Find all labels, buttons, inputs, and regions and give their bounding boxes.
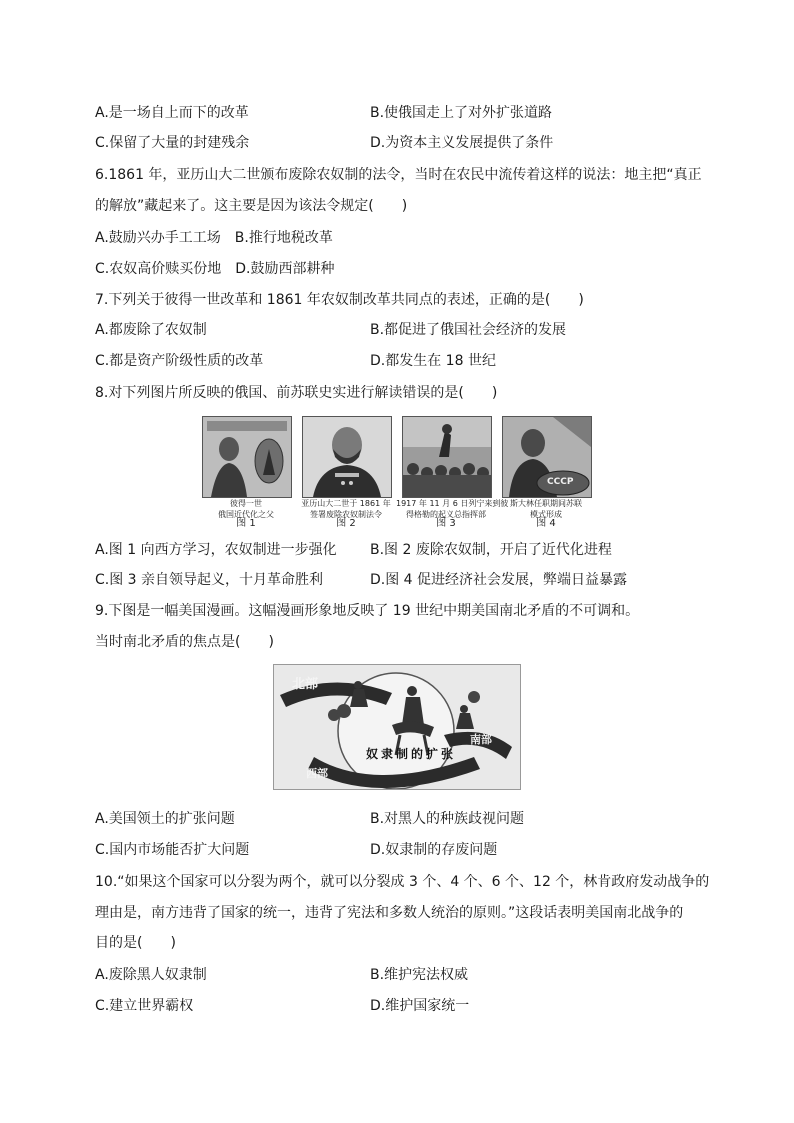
q8-option-a: A.图 1 向西方学习，农奴制进一步强化 — [95, 542, 337, 558]
figure-3-label: 图 3 — [436, 518, 456, 529]
q10-option-c: C.建立世界霸权 — [95, 998, 194, 1014]
q6-options-cd: C.农奴高价赎买份地 D.鼓励西部耕种 — [95, 261, 335, 277]
q10-option-a: A.废除黑人奴隶制 — [95, 967, 207, 983]
figure-1-photo — [202, 416, 292, 498]
q9-option-d: D.奴隶制的存废问题 — [370, 842, 498, 858]
figure-1-label: 图 1 — [236, 518, 256, 529]
q10-stem-line2: 理由是，南方违背了国家的统一，违背了宪法和多数人统治的原则。”这段话表明美国南北战争的 — [95, 905, 684, 921]
figure-4-caption: 斯大林任职期间苏联 模式形成 — [510, 499, 582, 519]
figure-3-photo — [402, 416, 492, 498]
figure-2-caption: 亚历山大二世于 1861 年 签署废除农奴制法令 — [301, 499, 391, 519]
q7-option-c: C.都是资产阶级性质的改革 — [95, 353, 264, 369]
q10-option-b: B.维护宪法权威 — [370, 967, 469, 983]
cartoon-label-west: 西部 — [306, 767, 328, 780]
q5-option-b: B.使俄国走上了对外扩张道路 — [370, 105, 553, 121]
q9-stem-line2: 当时南北矛盾的焦点是( ) — [95, 634, 274, 650]
q5-option-a: A.是一场自上而下的改革 — [95, 105, 249, 121]
q9-stem-line1: 9.下图是一幅美国漫画。这幅漫画形象地反映了 19 世纪中期美国南北矛盾的不可调和。 — [95, 603, 640, 619]
peter-portrait-image — [203, 417, 291, 497]
cartoon-label-north: 北部 — [292, 677, 319, 692]
q9-option-a: A.美国领土的扩张问题 — [95, 811, 235, 827]
q8-option-c: C.图 3 亲自领导起义，十月革命胜利 — [95, 572, 324, 588]
alexander-ii-portrait-image — [303, 417, 391, 497]
figure-4-label: 图 4 — [536, 518, 556, 529]
cartoon-label-south: 南部 — [470, 733, 492, 746]
q8-stem: 8.对下列图片所反映的俄国、前苏联史实进行解读错误的是( ) — [95, 385, 498, 401]
q7-option-b: B.都促进了俄国社会经济的发展 — [370, 322, 567, 338]
lenin-uprising-image — [403, 417, 491, 497]
q7-option-d: D.都发生在 18 世纪 — [370, 353, 496, 369]
figure-4-photo — [502, 416, 592, 498]
q9-option-c: C.国内市场能否扩大问题 — [95, 842, 250, 858]
q5-option-d: D.为资本主义发展提供了条件 — [370, 135, 554, 151]
q10-option-d: D.维护国家统一 — [370, 998, 470, 1014]
q7-option-a: A.都废除了农奴制 — [95, 322, 207, 338]
figure-1-caption: 彼得一世 俄国近代化之父 — [218, 499, 274, 519]
figure-2-label: 图 2 — [336, 518, 356, 529]
q10-stem-line3: 目的是( ) — [95, 935, 176, 951]
q7-stem: 7.下列关于彼得一世改革和 1861 年农奴制改革共同点的表述，正确的是( ) — [95, 292, 584, 308]
q9-option-b: B.对黑人的种族歧视问题 — [370, 811, 525, 827]
q6-stem-line1: 6.1861 年，亚历山大二世颁布废除农奴制的法令，当时在农民中流传着这样的说法：地主把“真正 — [95, 167, 702, 183]
poster-text: CCCP — [547, 477, 574, 487]
slavery-cartoon — [273, 664, 521, 790]
q6-options-ab: A.鼓励兴办手工工场 B.推行地税改革 — [95, 230, 333, 246]
figure-2-photo — [302, 416, 392, 498]
q8-option-d: D.图 4 促进经济社会发展，弊端日益暴露 — [370, 572, 628, 588]
q10-stem-line1: 10.“如果这个国家可以分裂为两个，就可以分裂成 3 个、4 个、6 个、12 个，林肯政府发动战争的 — [95, 874, 710, 890]
q5-option-c: C.保留了大量的封建残余 — [95, 135, 250, 151]
q8-figure-strip — [196, 412, 598, 530]
q6-stem-line2: 的解放”藏起来了。这主要是因为该法令规定( ) — [95, 198, 408, 214]
cartoon-label-slavery: 奴隶制的扩张 — [366, 747, 457, 761]
figure-3-caption: 1917 年 11 月 6 日列宁来到彼 得格勒的起义总指挥部 — [396, 499, 509, 519]
q8-option-b: B.图 2 废除农奴制，开启了近代化进程 — [370, 542, 612, 558]
